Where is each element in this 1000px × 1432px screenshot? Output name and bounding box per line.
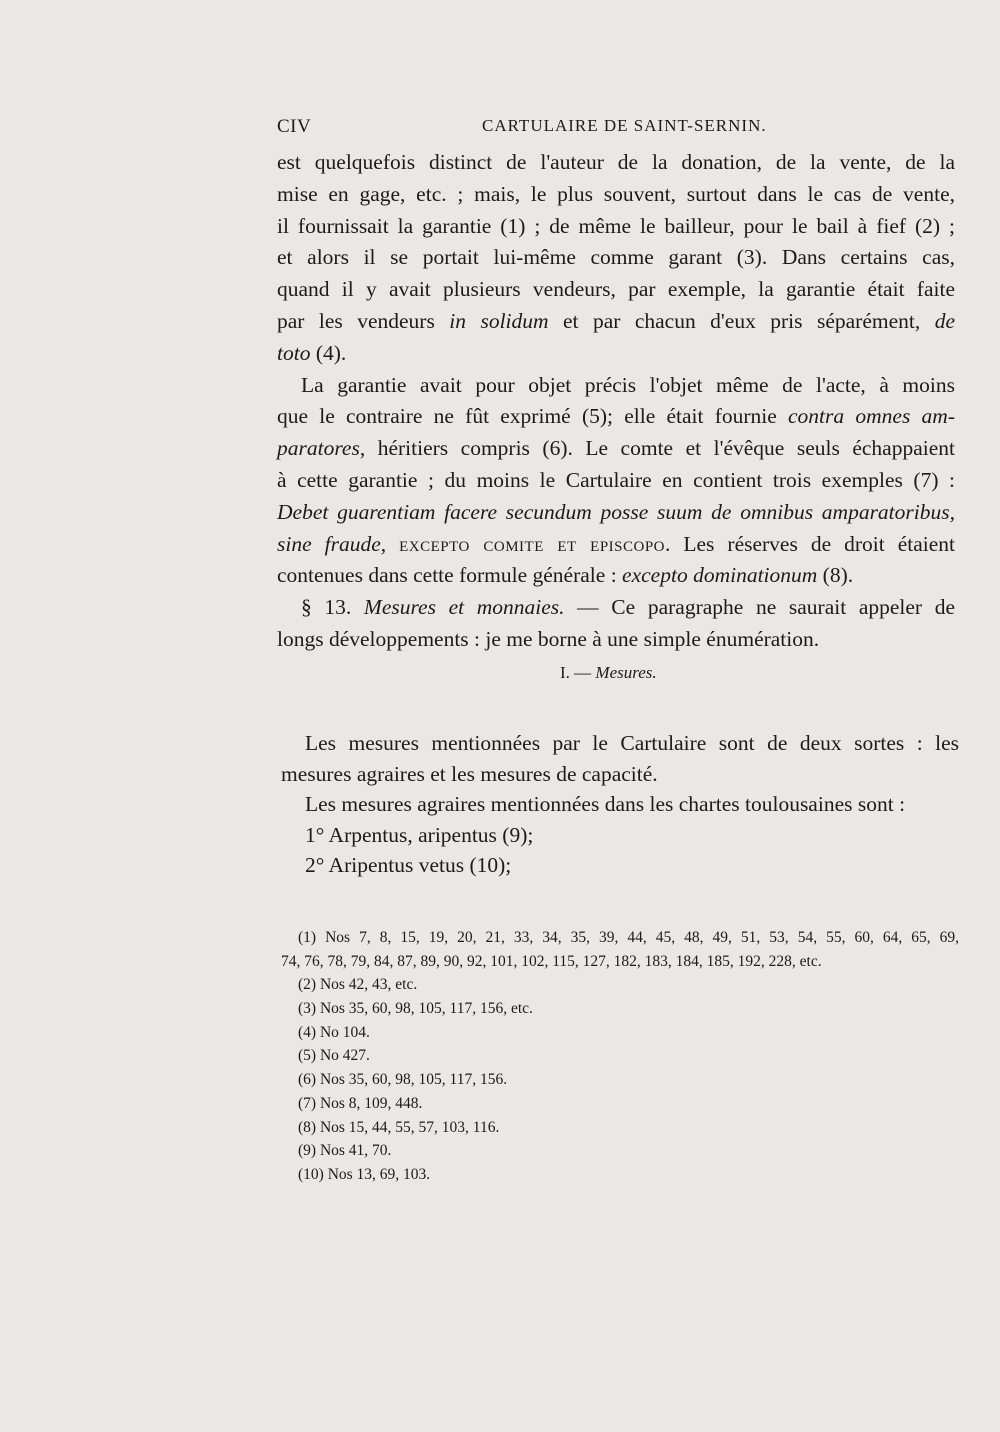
footnotes bbox=[281, 926, 959, 1187]
footnote: (3) Nos 35, 60, 98, 105, 117, 156, etc. bbox=[298, 1000, 533, 1018]
text-line: quand il y avait plusieurs vendeurs, par exemple, la garantie était faite bbox=[277, 277, 955, 302]
text-run: , bbox=[380, 531, 400, 556]
latin-term: contra omnes am- bbox=[788, 404, 955, 429]
section-paragraph-heading bbox=[277, 592, 955, 624]
text-line bbox=[277, 338, 955, 370]
subsection-title: Mesures. bbox=[595, 663, 657, 682]
text-line: est quelquefois distinct de l'auteur de la donation, de la vente, de la bbox=[277, 150, 955, 174]
latin-term: in solidum bbox=[449, 308, 549, 333]
latin-term: sine fraude bbox=[277, 531, 381, 556]
footnote: (10) Nos 13, 69, 103. bbox=[298, 1165, 431, 1183]
latin-term: toto bbox=[277, 340, 311, 365]
list-text: Arpentus, aripentus (9); bbox=[324, 822, 534, 847]
running-title: CARTULAIRE DE SAINT-SERNIN. bbox=[482, 116, 767, 135]
footnote: (2) Nos 42, 43, etc. bbox=[298, 976, 418, 994]
text-line: mise en gage, etc. ; mais, le plus souvent, surtout dans le cas de vente, bbox=[277, 181, 955, 206]
footnote: (9) Nos 41, 70. bbox=[298, 1142, 392, 1160]
text-run: par les vendeurs bbox=[277, 308, 450, 333]
footnote: (7) Nos 8, 109, 448. bbox=[298, 1094, 423, 1112]
footnote-continuation: 74, 76, 78, 79, 84, 87, 89, 90, 92, 101, 102, 115, 127, 182, 183, 184, 185, 192, 228, etc. bbox=[281, 952, 822, 970]
text-run: (8). bbox=[817, 563, 854, 588]
text-line bbox=[277, 560, 955, 592]
footnote: (6) Nos 35, 60, 98, 105, 117, 156. bbox=[298, 1071, 508, 1089]
text-line: La garantie avait pour objet précis l'objet même de l'acte, à moins bbox=[301, 372, 955, 397]
text-run: contenues dans cette formule générale : bbox=[277, 563, 623, 588]
text-run: . Les réserves de droit étaient bbox=[665, 531, 956, 556]
small-caps-term: excepto comite et episcopo bbox=[399, 531, 666, 556]
page-number: CIV bbox=[277, 116, 312, 137]
list-text: Aripentus vetus (10); bbox=[324, 853, 512, 877]
footnote: (5) No 427. bbox=[298, 1047, 370, 1065]
text-line bbox=[277, 401, 955, 433]
list-number: 2° bbox=[305, 853, 325, 877]
text-line bbox=[277, 433, 955, 465]
measures-text bbox=[281, 728, 959, 881]
text-run: (4). bbox=[310, 340, 347, 365]
list-number: 1° bbox=[305, 822, 325, 847]
list-item bbox=[281, 820, 959, 851]
text-line: Les mesures agraires mentionnées dans les chartes toulousaines sont : bbox=[305, 792, 906, 816]
text-line bbox=[277, 529, 955, 561]
latin-term: de bbox=[934, 308, 955, 333]
running-head bbox=[277, 116, 957, 142]
list-item bbox=[281, 850, 959, 881]
text-line: Les mesures mentionnées par le Cartulaire sont de deux sortes : les bbox=[305, 731, 959, 755]
section-title: Mesures et monnaies. bbox=[363, 595, 565, 620]
latin-term: excepto dominationum bbox=[622, 563, 818, 588]
text-line bbox=[277, 306, 955, 338]
text-line: il fournissait la garantie (1) ; de même le bailleur, pour le bail à fief (2) ; bbox=[277, 213, 955, 238]
section-mark: § 13. bbox=[301, 595, 364, 620]
text-line: à cette garantie ; du moins le Cartulaire en contient trois exemples (7) : bbox=[277, 467, 955, 492]
text-run: que le contraire ne fût exprimé (5); elle était fournie bbox=[277, 404, 789, 429]
text-line: longs développements : je me borne à une simple énumération. bbox=[277, 626, 820, 651]
text-line: et alors il se portait lui-même comme garant (3). Dans certains cas, bbox=[277, 245, 955, 270]
text-run: — Ce paragraphe ne saurait appeler de bbox=[564, 595, 956, 620]
subsection-heading bbox=[560, 663, 657, 683]
text-run: et par chacun d'eux pris séparément, bbox=[548, 308, 935, 333]
text-run: , héritiers compris (6). Le comte et l'évêque seuls échappaient bbox=[359, 436, 955, 461]
text-line: mesures agraires et les mesures de capacité. bbox=[281, 761, 658, 786]
footnote: (1) Nos 7, 8, 15, 19, 20, 21, 33, 34, 35, 39, 44, 45, 48, 49, 51, 53, 54, 55, 60, 64, 65, 69, bbox=[298, 929, 959, 946]
subsection-number: I. — bbox=[560, 663, 596, 682]
main-text bbox=[277, 147, 955, 656]
footnote: (4) No 104. bbox=[298, 1023, 370, 1041]
latin-quote: Debet guarentiam facere secundum posse suum de omnibus amparatoribus, bbox=[277, 499, 955, 524]
latin-term: paratores bbox=[277, 436, 360, 461]
footnote: (8) Nos 15, 44, 55, 57, 103, 116. bbox=[298, 1118, 500, 1136]
